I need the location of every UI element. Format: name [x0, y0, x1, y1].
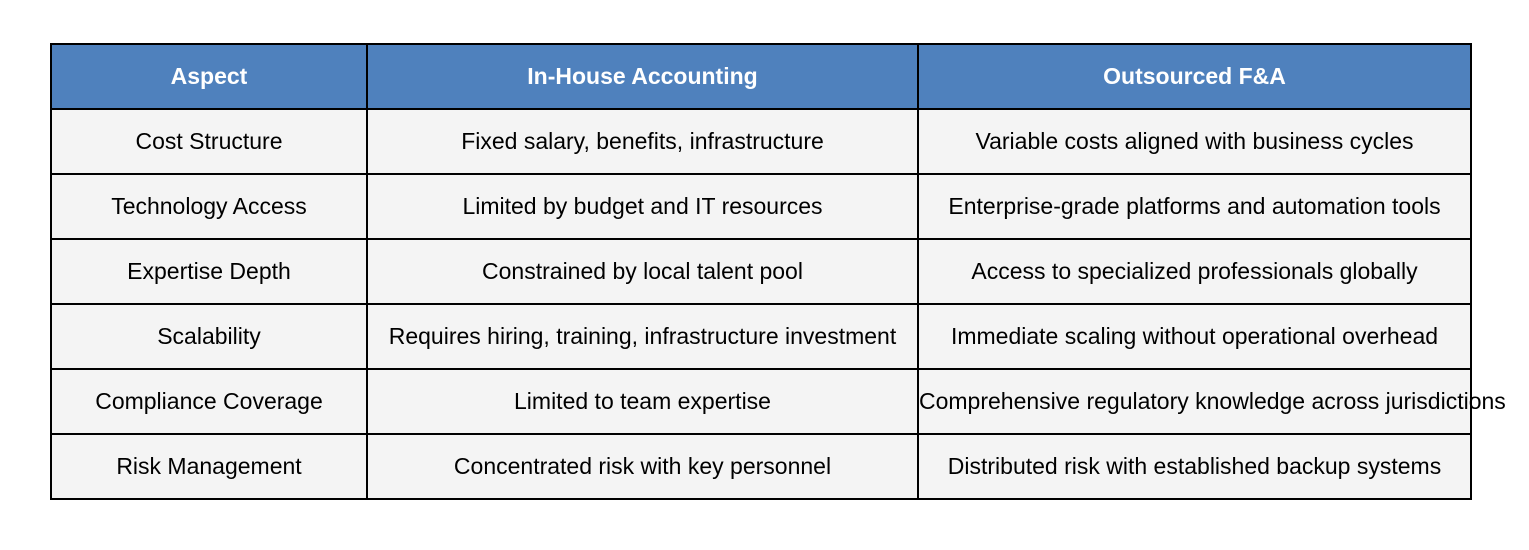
comparison-table-container [50, 43, 1506, 500]
table-row [51, 239, 1471, 304]
table-header [51, 44, 1471, 109]
cell-in-house-text: Fixed salary, benefits, infrastructure [461, 128, 824, 154]
header-in-house [367, 44, 918, 109]
header-aspect [51, 44, 367, 109]
cell-aspect-text: Scalability [157, 323, 261, 349]
cell-in-house [367, 239, 918, 304]
table-row [51, 109, 1471, 174]
cell-aspect [51, 304, 367, 369]
table-row [51, 369, 1471, 434]
cell-in-house-text: Requires hiring, training, infrastructure investment [388, 323, 897, 349]
cell-outsourced [918, 109, 1471, 174]
header-in-house-label: In-House Accounting [527, 63, 758, 89]
cell-aspect-text: Compliance Coverage [95, 388, 323, 414]
cell-outsourced-text: Comprehensive regulatory knowledge across jurisdictions [919, 388, 1506, 414]
table-row [51, 434, 1471, 499]
header-row [51, 44, 1471, 109]
header-outsourced-label: Outsourced F&A [1103, 63, 1286, 89]
cell-aspect [51, 109, 367, 174]
cell-aspect-text: Risk Management [116, 453, 302, 479]
cell-outsourced [918, 174, 1471, 239]
cell-outsourced [918, 369, 1506, 434]
cell-outsourced-text: Distributed risk with established backup systems [947, 453, 1442, 479]
cell-aspect-text: Technology Access [111, 193, 307, 219]
cell-outsourced [918, 239, 1471, 304]
header-aspect-label: Aspect [170, 63, 248, 89]
cell-outsourced-text: Access to specialized professionals globally [971, 258, 1418, 284]
cell-outsourced [918, 304, 1471, 369]
comparison-table [50, 43, 1506, 500]
cell-in-house-text: Constrained by local talent pool [482, 258, 803, 284]
cell-aspect [51, 239, 367, 304]
header-outsourced [918, 44, 1471, 109]
cell-aspect [51, 434, 367, 499]
cell-in-house [367, 434, 918, 499]
cell-aspect [51, 369, 367, 434]
cell-in-house [367, 304, 918, 369]
cell-outsourced-text: Enterprise-grade platforms and automation tools [948, 193, 1441, 219]
cell-in-house-text: Concentrated risk with key personnel [453, 453, 832, 479]
table-row [51, 304, 1471, 369]
cell-in-house [367, 109, 918, 174]
cell-outsourced-text: Immediate scaling without operational overhead [950, 323, 1439, 349]
cell-aspect-text: Expertise Depth [127, 258, 291, 284]
cell-in-house-text: Limited by budget and IT resources [462, 193, 823, 219]
table-body [51, 109, 1506, 499]
cell-in-house [367, 174, 918, 239]
cell-in-house [367, 369, 918, 434]
cell-outsourced-text: Variable costs aligned with business cycles [975, 128, 1414, 154]
cell-aspect-text: Cost Structure [135, 128, 283, 154]
cell-aspect [51, 174, 367, 239]
table-row [51, 174, 1471, 239]
cell-outsourced [918, 434, 1471, 499]
cell-in-house-text: Limited to team expertise [514, 388, 771, 414]
